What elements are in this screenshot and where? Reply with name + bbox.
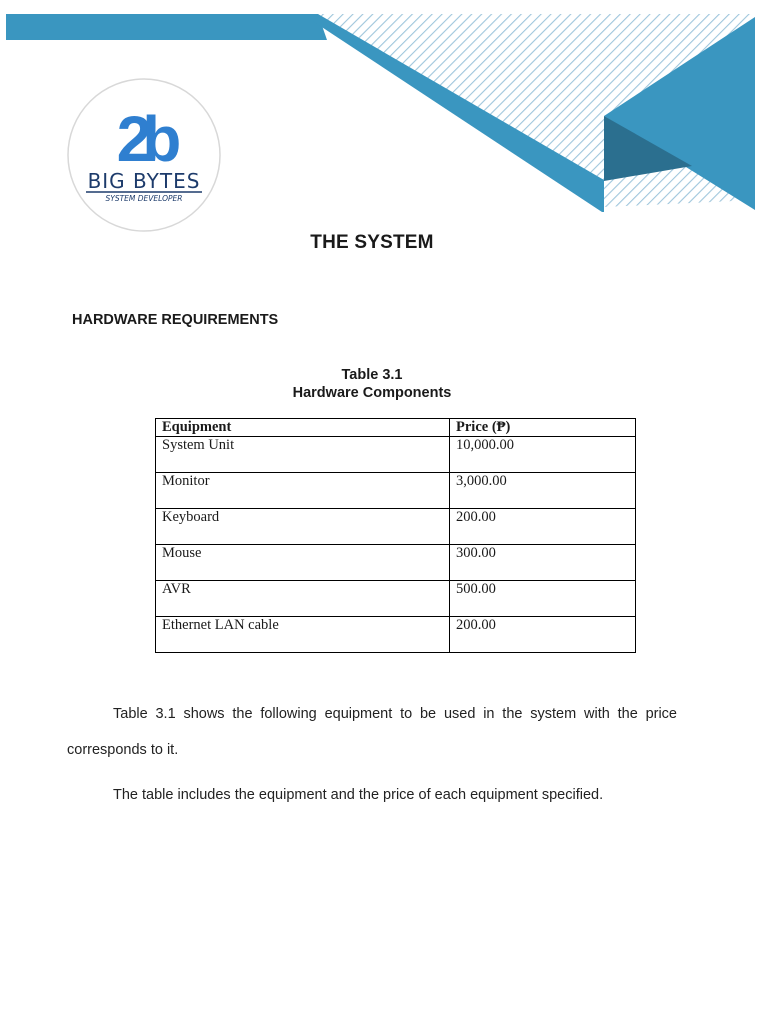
- cell-equipment: System Unit: [156, 437, 450, 473]
- table-caption-number: Table 3.1: [341, 367, 403, 383]
- table-row: [156, 509, 636, 545]
- paragraph-table-contents: The table includes the equipment and the price of each equipment specified.: [113, 787, 604, 803]
- table-row: [156, 473, 636, 509]
- table-row: [156, 617, 636, 653]
- banner-top-bar: [6, 14, 327, 40]
- section-heading: HARDWARE REQUIREMENTS: [72, 312, 279, 328]
- cell-equipment: Keyboard: [156, 509, 450, 545]
- header-price: Price (₱): [450, 419, 636, 437]
- logo-tagline: SYSTEM DEVELOPER: [105, 194, 183, 203]
- logo-name: BIG BYTES: [87, 169, 201, 193]
- header-equipment: Equipment: [156, 419, 450, 437]
- cell-price: 3,000.00: [450, 473, 636, 509]
- cell-price: 10,000.00: [450, 437, 636, 473]
- cell-price: 200.00: [450, 509, 636, 545]
- cell-price: 300.00: [450, 545, 636, 581]
- table-row: [156, 581, 636, 617]
- table-row: [156, 545, 636, 581]
- big-bytes-logo: [66, 77, 222, 233]
- cell-equipment: Monitor: [156, 473, 450, 509]
- logo-mark: 2b: [116, 103, 172, 175]
- cell-equipment: Ethernet LAN cable: [156, 617, 450, 653]
- table-row: [156, 437, 636, 473]
- paragraph-table-description: Table 3.1 shows the following equipment to be used in the system with the price corresponds to it.: [67, 706, 677, 758]
- cell-equipment: AVR: [156, 581, 450, 617]
- hardware-components-table: [155, 418, 636, 653]
- table-caption-title: Hardware Components: [292, 385, 452, 401]
- cell-price: 200.00: [450, 617, 636, 653]
- page-title: THE SYSTEM: [310, 232, 434, 253]
- table-header-row: [156, 419, 636, 437]
- cell-price: 500.00: [450, 581, 636, 617]
- cell-equipment: Mouse: [156, 545, 450, 581]
